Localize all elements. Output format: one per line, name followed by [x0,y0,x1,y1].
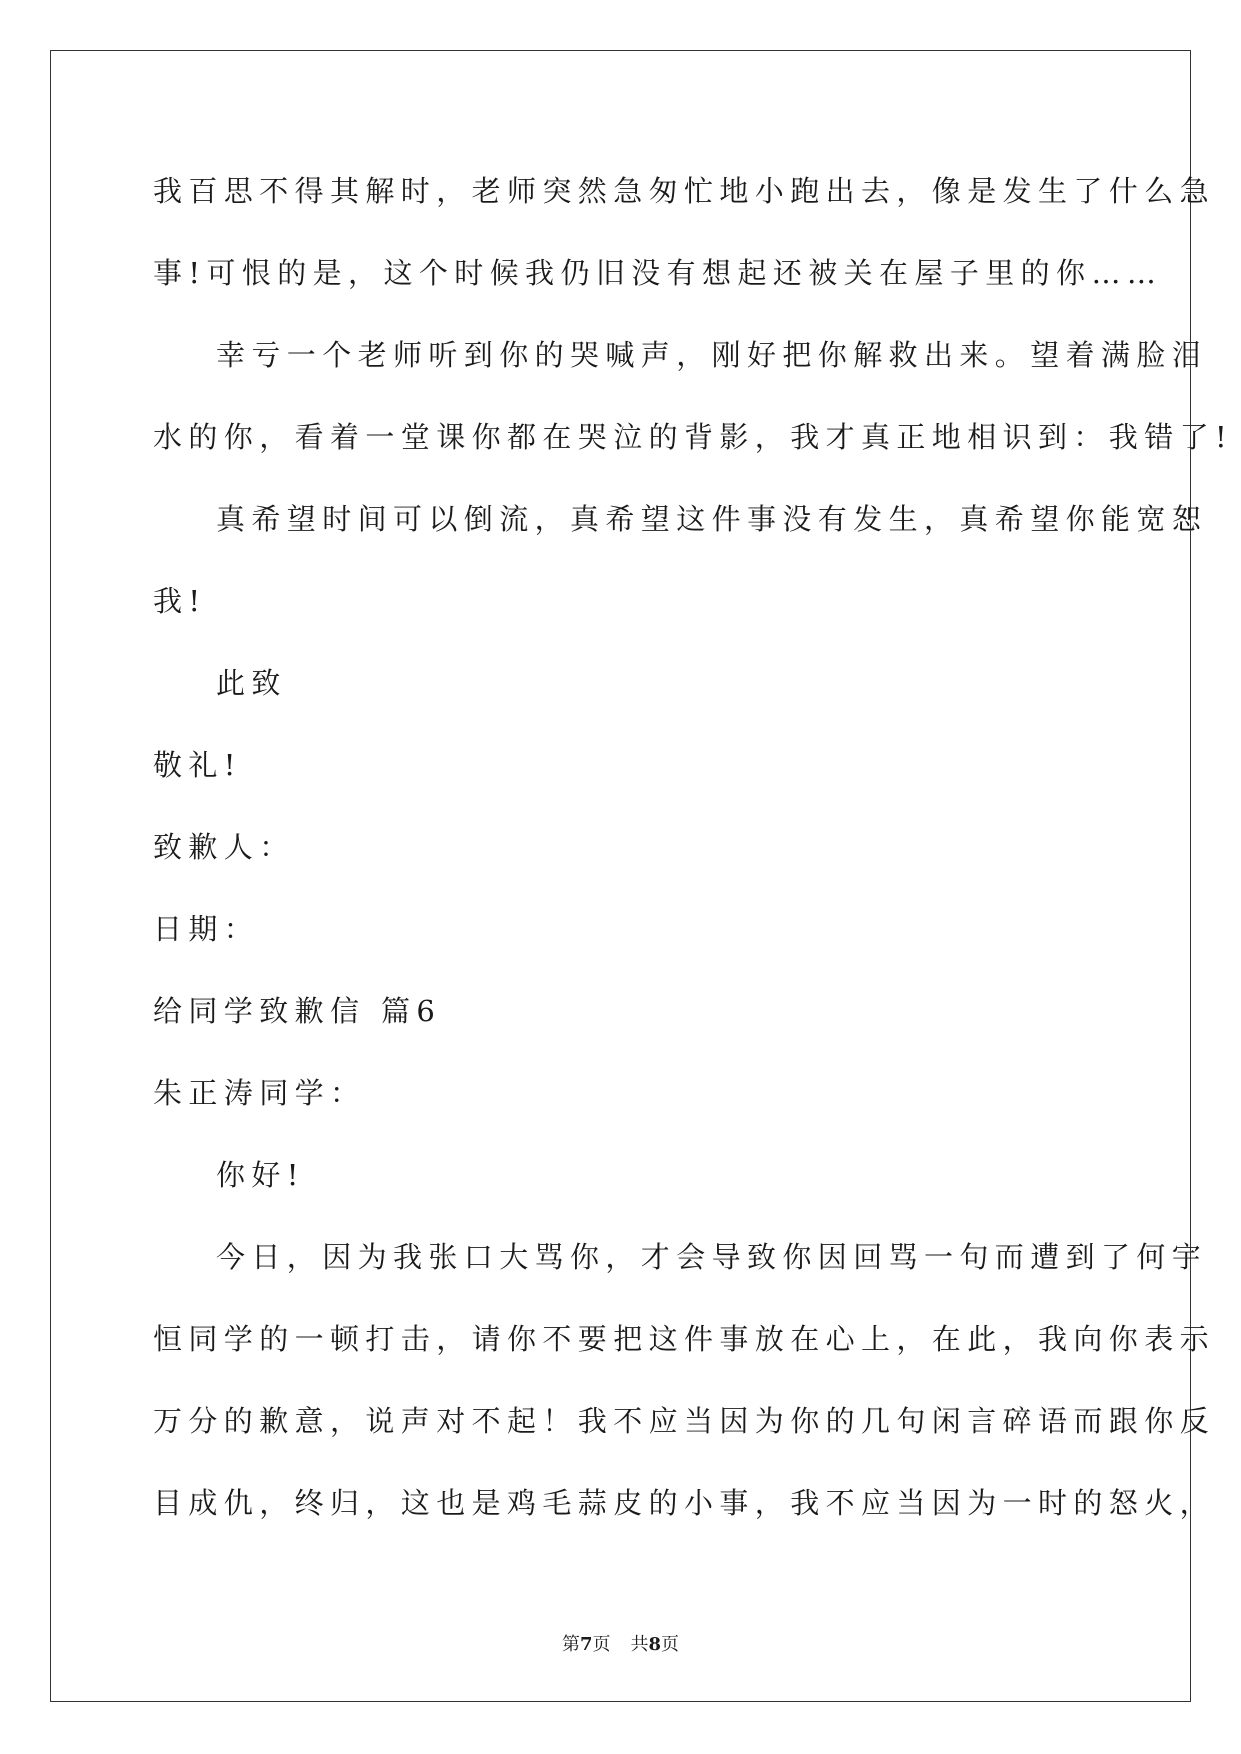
date-label: 日期： [153,912,260,946]
paragraph-line: 万分的歉意，说声对不起！我不应当因为你的几句闲言碎语而跟你反 [153,1404,1216,1438]
footer-prefix: 第 [561,1634,580,1655]
paragraph-line: 事!可恨的是，这个时候我仍旧没有想起还被关在屋子里的你…… [153,256,1163,290]
total-page-number: 8 [648,1634,662,1655]
paragraph-line: 我! [153,584,207,618]
paragraph-line: 幸亏一个老师听到你的哭喊声，刚好把你解救出来。望着满脸泪 [216,338,1208,372]
paragraph-line: 目成仇，终归，这也是鸡毛蒜皮的小事，我不应当因为一时的怒火， [153,1486,1216,1520]
signature-label: 致歉人： [153,830,295,864]
paragraph-line: 我百思不得其解时，老师突然急匆忙地小跑出去，像是发生了什么急 [153,174,1216,208]
paragraph-line: 恒同学的一顿打击，请你不要把这件事放在心上，在此，我向你表示 [153,1322,1216,1356]
greeting-line: 你好! [216,1158,305,1192]
closing-salutation: 此致 [216,666,287,700]
section-heading: 给同学致歉信 篇6 [153,994,442,1028]
footer-total-suffix: 页 [661,1634,680,1655]
document-body [153,163,1234,1557]
paragraph-line: 真希望时间可以倒流，真希望这件事没有发生，真希望你能宽恕 [216,502,1208,536]
current-page-number: 7 [579,1634,593,1655]
footer-page-suffix: 页 [592,1634,611,1655]
paragraph-line: 水的你，看着一堂课你都在哭泣的背影，我才真正地相识到：我错了! [153,420,1234,454]
paragraph-line: 今日，因为我张口大骂你，才会导致你因回骂一句而遭到了何宇 [216,1240,1208,1274]
recipient-line: 朱正涛同学： [153,1076,366,1110]
footer-total-prefix: 共 [630,1634,649,1655]
page-footer [0,1630,1241,1656]
closing-regards: 敬礼! [153,748,242,782]
